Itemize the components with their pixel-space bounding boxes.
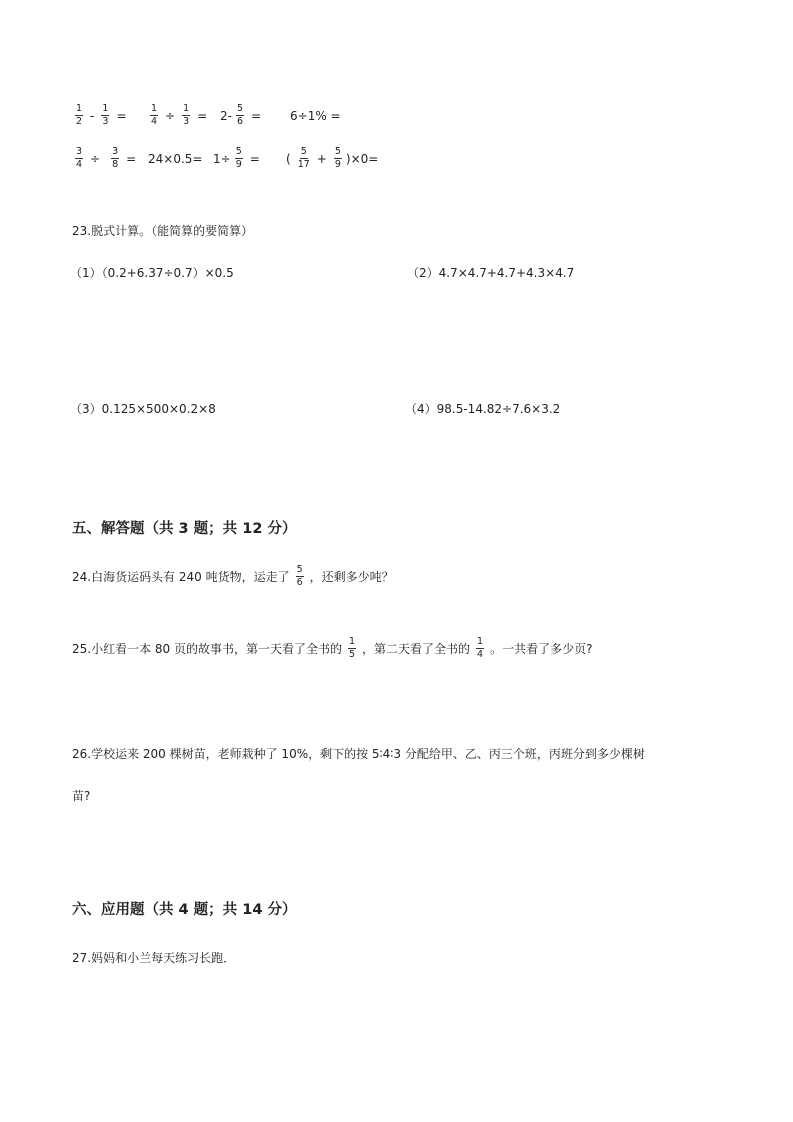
operator: + bbox=[316, 151, 327, 166]
numerator: 1 bbox=[151, 103, 158, 114]
equals: = bbox=[249, 151, 260, 166]
oral-item: 24×0.5= bbox=[148, 152, 203, 166]
question-text: ，还剩多少吨？ bbox=[309, 570, 394, 584]
prefix: ( bbox=[286, 151, 291, 166]
denominator: 9 bbox=[235, 159, 242, 170]
question-23-item: （3）0.125×500×0.2×8 bbox=[70, 402, 216, 416]
fraction bbox=[298, 147, 310, 170]
oral-item bbox=[213, 147, 263, 170]
denominator: 3 bbox=[183, 116, 190, 127]
denominator: 3 bbox=[102, 116, 109, 127]
question-text: 25.小红看一本 80 页的故事书，第一天看了全书的 bbox=[72, 642, 342, 656]
denominator: 2 bbox=[76, 116, 83, 127]
numerator: 1 bbox=[102, 103, 109, 114]
numerator: 3 bbox=[112, 146, 119, 157]
oral-item bbox=[283, 147, 378, 170]
question-24 bbox=[72, 565, 394, 588]
equals: = bbox=[116, 108, 127, 123]
fraction bbox=[334, 147, 342, 170]
denominator: 8 bbox=[112, 159, 119, 170]
fraction bbox=[296, 565, 304, 588]
denominator: 4 bbox=[151, 116, 158, 127]
fraction bbox=[75, 104, 83, 127]
denominator: 17 bbox=[297, 159, 310, 170]
operator: ÷ bbox=[165, 108, 176, 123]
oral-item bbox=[71, 147, 139, 170]
fraction bbox=[348, 637, 356, 660]
question-text: 24.白海货运码头有 240 吨货物，运走了 bbox=[72, 570, 290, 584]
operator: - bbox=[90, 108, 95, 123]
question-text: 。一共看了多少页? bbox=[490, 642, 593, 656]
fraction bbox=[182, 104, 190, 127]
suffix: )×0= bbox=[345, 151, 379, 166]
oral-item: 6÷1% = bbox=[290, 109, 341, 123]
numerator: 1 bbox=[348, 636, 356, 647]
question-25 bbox=[72, 637, 592, 660]
question-23-item: （1）（0.2+6.37÷0.7）×0.5 bbox=[70, 266, 234, 280]
section-heading: 五、解答题（共 3 题；共 12 分） bbox=[72, 521, 297, 537]
prefix: 2- bbox=[220, 108, 232, 123]
numerator: 5 bbox=[236, 103, 244, 114]
denominator: 9 bbox=[334, 159, 341, 170]
fraction bbox=[150, 104, 158, 127]
section-heading: 六、应用题（共 4 题；共 14 分） bbox=[72, 902, 297, 918]
numerator: 5 bbox=[300, 146, 307, 157]
fraction bbox=[75, 147, 83, 170]
numerator: 5 bbox=[235, 146, 242, 157]
denominator: 4 bbox=[477, 649, 484, 660]
prefix: 1÷ bbox=[213, 151, 231, 166]
operator: ÷ bbox=[90, 151, 101, 166]
fraction bbox=[111, 147, 119, 170]
fraction bbox=[476, 637, 484, 660]
numerator: 5 bbox=[296, 564, 303, 575]
denominator: 6 bbox=[236, 116, 244, 127]
question-26-line: 苗? bbox=[72, 789, 91, 803]
numerator: 1 bbox=[477, 636, 484, 647]
numerator: 1 bbox=[76, 103, 83, 114]
numerator: 3 bbox=[76, 146, 83, 157]
denominator: 4 bbox=[76, 159, 83, 170]
equals: = bbox=[197, 108, 208, 123]
numerator: 1 bbox=[183, 103, 190, 114]
question-27: 27.妈妈和小兰每天练习长跑． bbox=[72, 951, 236, 965]
question-text: ，第二天看了全书的 bbox=[362, 642, 471, 656]
question-26-line: 26.学校运来 200 棵树苗，老师栽种了 10%，剩下的按 5∶4∶3 分配给甲、乙、丙三个班，丙班分到多少棵树 bbox=[72, 747, 645, 761]
question-23-title: 23.脱式计算。（能简算的要简算） bbox=[72, 224, 254, 238]
oral-item bbox=[220, 104, 264, 127]
fraction bbox=[236, 104, 244, 127]
oral-item bbox=[146, 104, 210, 127]
equals: = bbox=[251, 108, 262, 123]
question-23-item: （4）98.5-14.82÷7.6×3.2 bbox=[405, 402, 561, 416]
denominator: 6 bbox=[296, 577, 303, 588]
oral-item bbox=[71, 104, 130, 127]
fraction bbox=[235, 147, 243, 170]
question-23-item: （2）4.7×4.7+4.7+4.3×4.7 bbox=[407, 266, 575, 280]
fraction bbox=[101, 104, 109, 127]
equals: = bbox=[126, 151, 137, 166]
denominator: 5 bbox=[348, 649, 356, 660]
numerator: 5 bbox=[334, 146, 341, 157]
